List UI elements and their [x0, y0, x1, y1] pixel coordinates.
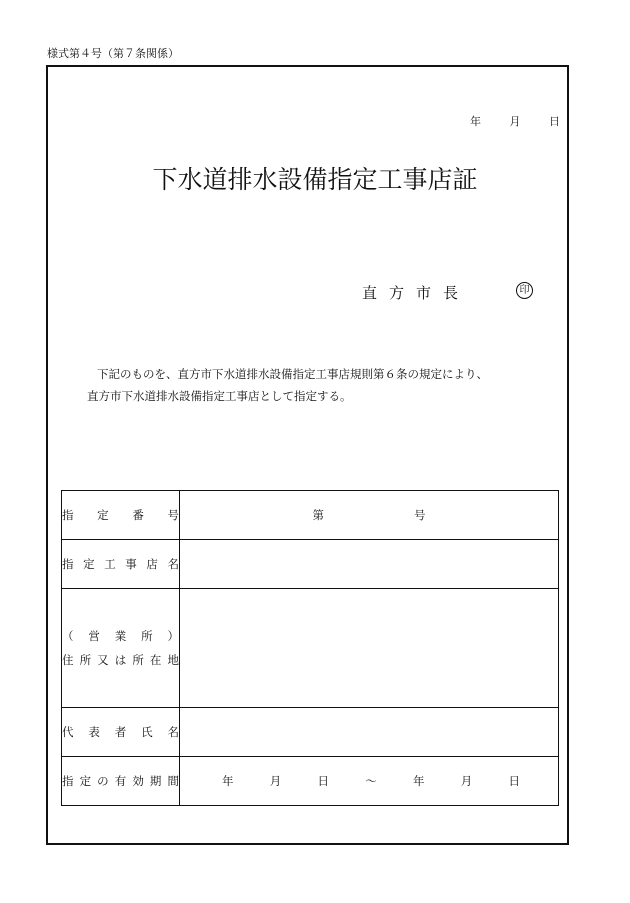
certificate-title: 下水道排水設備指定工事店証	[152, 165, 478, 194]
row-label-designation-number	[62, 491, 180, 540]
label-char: 所	[79, 652, 92, 667]
table-row	[62, 540, 559, 589]
to-day: 日	[508, 773, 520, 788]
to-month: 月	[460, 773, 473, 788]
label-char: 定	[83, 557, 95, 572]
row-label-representative	[62, 707, 180, 756]
justified-label	[62, 507, 179, 523]
justified-label	[62, 724, 179, 740]
date-day: 日	[549, 115, 560, 128]
row-label-address	[62, 589, 180, 707]
label-char: 間	[167, 773, 179, 788]
row-label-validity-period	[62, 756, 180, 805]
row-label-contractor-name	[62, 540, 180, 589]
issuer-name: 直方市長	[362, 284, 471, 302]
number-prefix: 第	[312, 508, 324, 523]
label-char: 住	[62, 652, 74, 667]
justified-label	[62, 556, 179, 572]
label-char: 工	[104, 557, 116, 572]
label-char: 指	[62, 508, 74, 523]
label-char: の	[97, 773, 109, 788]
justified-label	[62, 652, 179, 668]
validity-period-value	[180, 756, 559, 805]
contractor-name-value	[180, 540, 559, 589]
from-month: 月	[269, 773, 282, 788]
label-char: 営	[88, 628, 100, 643]
number-suffix: 号	[414, 508, 426, 523]
representative-value	[180, 707, 559, 756]
label-char: 号	[167, 508, 179, 523]
label-char: 有	[114, 773, 127, 788]
label-char: ）	[167, 628, 179, 643]
label-char: 又	[97, 652, 109, 667]
date-month: 月	[509, 115, 521, 128]
term-separator: ～	[365, 773, 377, 788]
table-row	[62, 756, 559, 805]
label-char: 定	[97, 508, 109, 523]
table-row	[62, 589, 559, 707]
label-char: 指	[62, 557, 74, 572]
body-text-line-1: 下記のものを、直方市下水道排水設備指定工事店規則第６条の規定により、	[97, 367, 488, 381]
form-number-label: 様式第４号（第７条関係）	[47, 47, 179, 60]
address-value	[180, 589, 559, 707]
label-char: 名	[167, 724, 179, 739]
label-char: 氏	[141, 724, 153, 739]
label-char: 指	[62, 773, 74, 788]
seal-mark: 印	[516, 282, 533, 299]
label-char: 所	[132, 652, 144, 667]
table-row	[62, 707, 559, 756]
label-char: は	[114, 652, 127, 667]
label-char: 表	[88, 724, 100, 739]
to-year: 年	[413, 773, 425, 788]
justified-label	[62, 628, 179, 644]
label-char: 所	[141, 628, 153, 643]
label-char: 代	[62, 724, 74, 739]
label-char: 地	[167, 652, 179, 667]
certificate-info-table	[61, 490, 559, 806]
designation-number-value	[180, 491, 559, 540]
label-char: 名	[167, 557, 179, 572]
label-char: 事	[125, 557, 137, 572]
from-year: 年	[222, 773, 234, 788]
label-char: 効	[132, 773, 144, 788]
label-char: 定	[79, 773, 92, 788]
label-char: 期	[149, 773, 162, 788]
label-char: 番	[132, 508, 144, 523]
date-year: 年	[470, 115, 481, 128]
label-char: 在	[149, 652, 162, 667]
from-day: 日	[317, 773, 329, 788]
body-text-line-2: 直方市下水道排水設備指定工事店として指定する。	[87, 389, 352, 403]
label-char: 店	[146, 557, 158, 572]
label-char: 者	[114, 724, 127, 739]
issue-date	[470, 113, 560, 129]
justified-label	[62, 773, 179, 789]
label-char: （	[62, 628, 74, 643]
label-char: 業	[114, 628, 127, 643]
table-row	[62, 491, 559, 540]
